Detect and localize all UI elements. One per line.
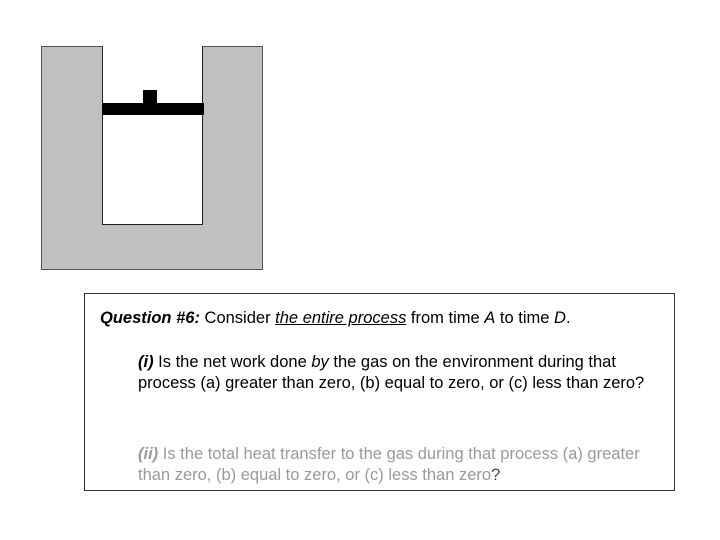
part-i-text-after: the gas on the environment during that process (a) greater than zero, (b) equal to zero, or (c) less than zero? xyxy=(138,353,645,392)
time-a: A xyxy=(484,309,496,327)
gas-cylinder xyxy=(102,46,203,225)
part-i-by: by xyxy=(311,353,329,371)
piston xyxy=(102,103,204,115)
part-ii-text: Is the total heat transfer to the gas during that process (a) greater than zero, (b) equal to zero, or (c) less than zero xyxy=(138,445,640,484)
question-number: Question #6: xyxy=(100,309,200,327)
time-d: D xyxy=(554,309,566,327)
question-part-ii xyxy=(138,444,663,486)
piston-handle xyxy=(143,90,157,104)
question-to: to time xyxy=(499,309,550,327)
question-emphasis: the entire process xyxy=(275,309,407,327)
question-end-punct: . xyxy=(565,309,571,327)
question-part-i xyxy=(138,352,663,394)
question-prompt xyxy=(100,308,571,328)
part-ii-label: (ii) xyxy=(138,445,159,463)
part-i-label: (i) xyxy=(138,353,154,371)
question-lead: Consider xyxy=(204,309,271,327)
part-i-text-before: Is the net work done xyxy=(158,353,307,371)
part-ii-end: ? xyxy=(491,466,501,484)
question-box xyxy=(84,293,675,491)
question-from: from time xyxy=(410,309,480,327)
